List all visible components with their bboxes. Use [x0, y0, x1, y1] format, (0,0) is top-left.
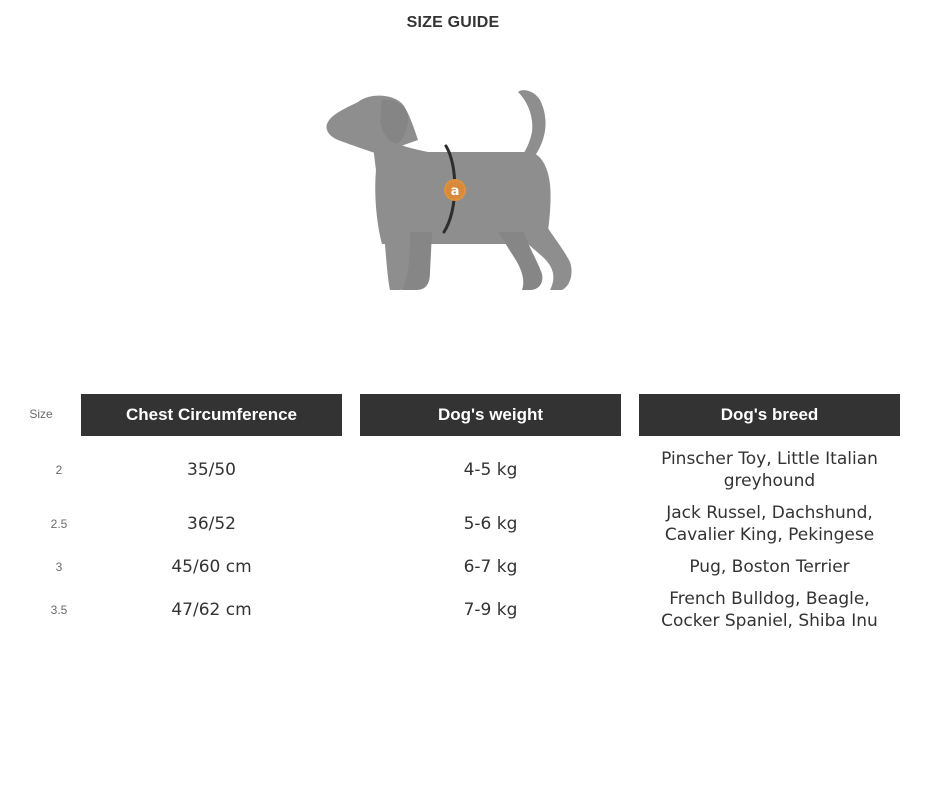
breed-value: Pinscher Toy, Little Italian greyhound — [661, 449, 878, 491]
breed-value: Pug, Boston Terrier — [689, 557, 850, 577]
table-row — [0, 448, 950, 492]
breed-value: French Bulldog, Beagle, Cocker Spaniel, Shiba Inu — [661, 589, 878, 631]
header-chest-circumference: Chest Circumference — [81, 394, 342, 436]
breed-cell — [639, 588, 900, 632]
weight-value: 7-9 kg — [463, 600, 518, 620]
dog-silhouette-icon — [318, 82, 580, 300]
page-title: SIZE GUIDE — [406, 14, 500, 31]
breed-cell — [639, 502, 900, 546]
header-dog-breed: Dog's breed — [639, 394, 900, 436]
chest-value: 45/60 cm — [171, 557, 252, 577]
chest-marker-label: a — [450, 184, 460, 199]
size-value: 3 — [55, 560, 63, 574]
size-value: 2.5 — [50, 517, 68, 531]
table-row — [0, 588, 950, 632]
breed-cell — [639, 448, 900, 492]
weight-value: 6-7 kg — [463, 557, 518, 577]
breed-cell — [639, 554, 900, 580]
header-dog-weight: Dog's weight — [360, 394, 621, 436]
breed-value: Jack Russel, Dachshund, Cavalier King, Pekingese — [664, 503, 875, 545]
dog-illustration — [318, 82, 580, 300]
table-row — [0, 502, 950, 546]
size-column-label: Size — [29, 407, 53, 421]
weight-value: 5-6 kg — [463, 514, 518, 534]
table-header-row — [0, 394, 950, 436]
chest-value: 36/52 — [187, 514, 236, 534]
size-value: 3.5 — [50, 603, 68, 617]
size-value: 2 — [55, 463, 63, 477]
table-row — [0, 554, 950, 580]
chest-value: 47/62 cm — [171, 600, 252, 620]
weight-value: 4-5 kg — [463, 460, 518, 480]
chest-value: 35/50 — [187, 460, 236, 480]
